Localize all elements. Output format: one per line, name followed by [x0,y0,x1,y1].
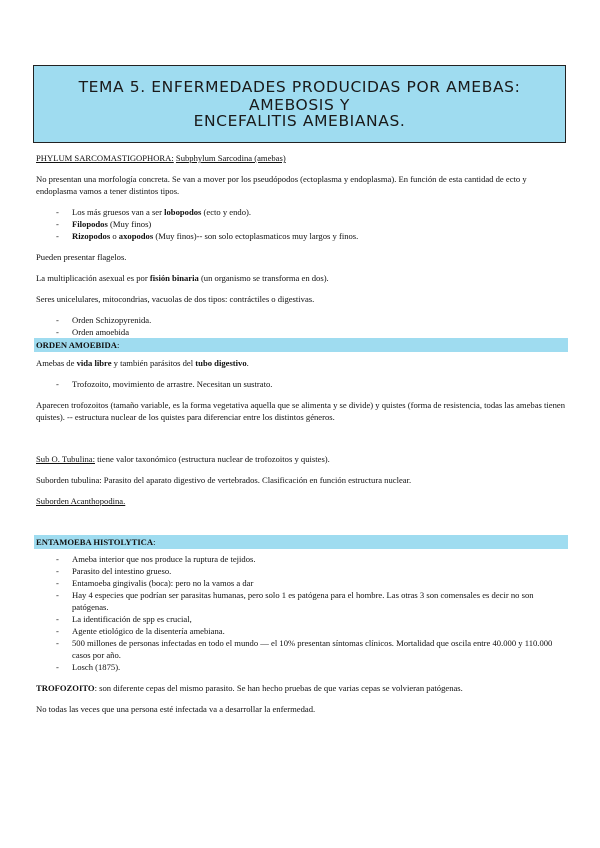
list-item: - Orden amoebida [36,326,566,338]
list-item: - La identificación de spp es crucial, [36,613,566,625]
histolytica-heading: ENTAMOEBA HISTOLYTICA: [34,535,568,549]
amoebida-heading: ORDEN AMOEBIDA: [34,338,568,352]
list-item: - Agente etiológico de la disentería amebiana. [36,625,566,637]
list-item: - Parasito del intestino grueso. [36,565,566,577]
list-item: - Ameba interior que nos produce la ruptura de tejidos. [36,553,566,565]
phylum-label: PHYLUM SARCOMASTIGOPHORA: [36,153,174,163]
document-body [36,152,566,715]
seres-paragraph: Seres unicelulares, mitocondrias, vacuolas de dos tipos: contráctiles o digestivas. [36,294,315,304]
list-item: - Rizopodos o axopodos (Muy finos)-- son solo ectoplasmaticos muy largos y finos. [36,230,566,242]
list-item: - Losch (1875). [36,661,566,673]
tubulina-paragraph: Sub O. Tubulina: tiene valor taxonómico (estructura nuclear de trofozoitos y quistes). [36,454,330,464]
list-item: - Los más gruesos van a ser lobopodos (ecto y endo). [36,206,566,218]
acanthopodina-paragraph: Suborden Acanthopodina. [36,496,126,506]
flagelos-paragraph: Pueden presentar flagelos. [36,252,127,262]
title-box [33,65,566,143]
list-item: - 500 millones de personas infectadas en todo el mundo — el 10% presentan síntomas clínicos. Mortalidad que oscila entre 40.000 y 110.000 casos por año. [36,637,566,661]
amoebida-line: Amebas de vida libre y también parásitos del tubo digestivo. [36,358,249,368]
suborden-tubulina-paragraph: Suborden tubulina: Parasito del aparato digestivo de vertebrados. Clasificación en función estructura nuclear. [36,475,412,485]
list-item: - Orden Schizopyrenida. [36,314,566,326]
ordenes-list [36,314,566,338]
list-item: - Hay 4 especies que podrían ser parasitas humanas, pero solo 1 es patógena para el hombre. Las otras 3 son comensales es decir no son patógenas. [36,589,566,613]
final-paragraph: No todas las veces que una persona esté infectada va a desarrollar la enfermedad. [36,704,316,714]
list-item: - Trofozoito, movimiento de arrastre. Necesitan un sustrato. [36,378,566,390]
intro-paragraph: No presentan una morfología concreta. Se van a mover por los pseudópodos (ectoplasma y endoplasma). En función de esta cantidad de ecto y endoplasma vamos a tener distintos tipos. [36,174,527,196]
list-item: - Filopodos (Muy finos) [36,218,566,230]
aparecen-paragraph: Aparecen trofozoitos (tamaño variable, es la forma vegetativa aquella que se alimenta y se divide) y quistes (forma de resistencia, todas las amebas tienen quistes). -- estructura nuclear de los quistes para diferenciar entre los distintos géneros. [36,400,566,422]
phylum-line [36,152,566,164]
pseudopod-types-list [36,206,566,242]
multiplicacion-paragraph: La multiplicación asexual es por fisión binaria (un organismo se transforma en dos). [36,273,329,283]
trofozoito-list [36,378,566,390]
trofozoito-paragraph: TROFOZOITO: son diferente cepas del mismo parasito. Se han hecho pruebas de que varias cepas se volvieran patógenas. [36,683,463,693]
list-item: - Entamoeba gingivalis (boca): pero no la vamos a dar [36,577,566,589]
title-line-2: ENCEFALITIS AMEBIANAS. [193,112,406,130]
phylum-sub: Subphylum Sarcodina (amebas) [175,153,286,163]
title-line-1: TEMA 5. ENFERMEDADES PRODUCIDAS POR AMEBAS: AMEBOSIS Y [78,78,521,114]
histolytica-list [36,553,566,673]
